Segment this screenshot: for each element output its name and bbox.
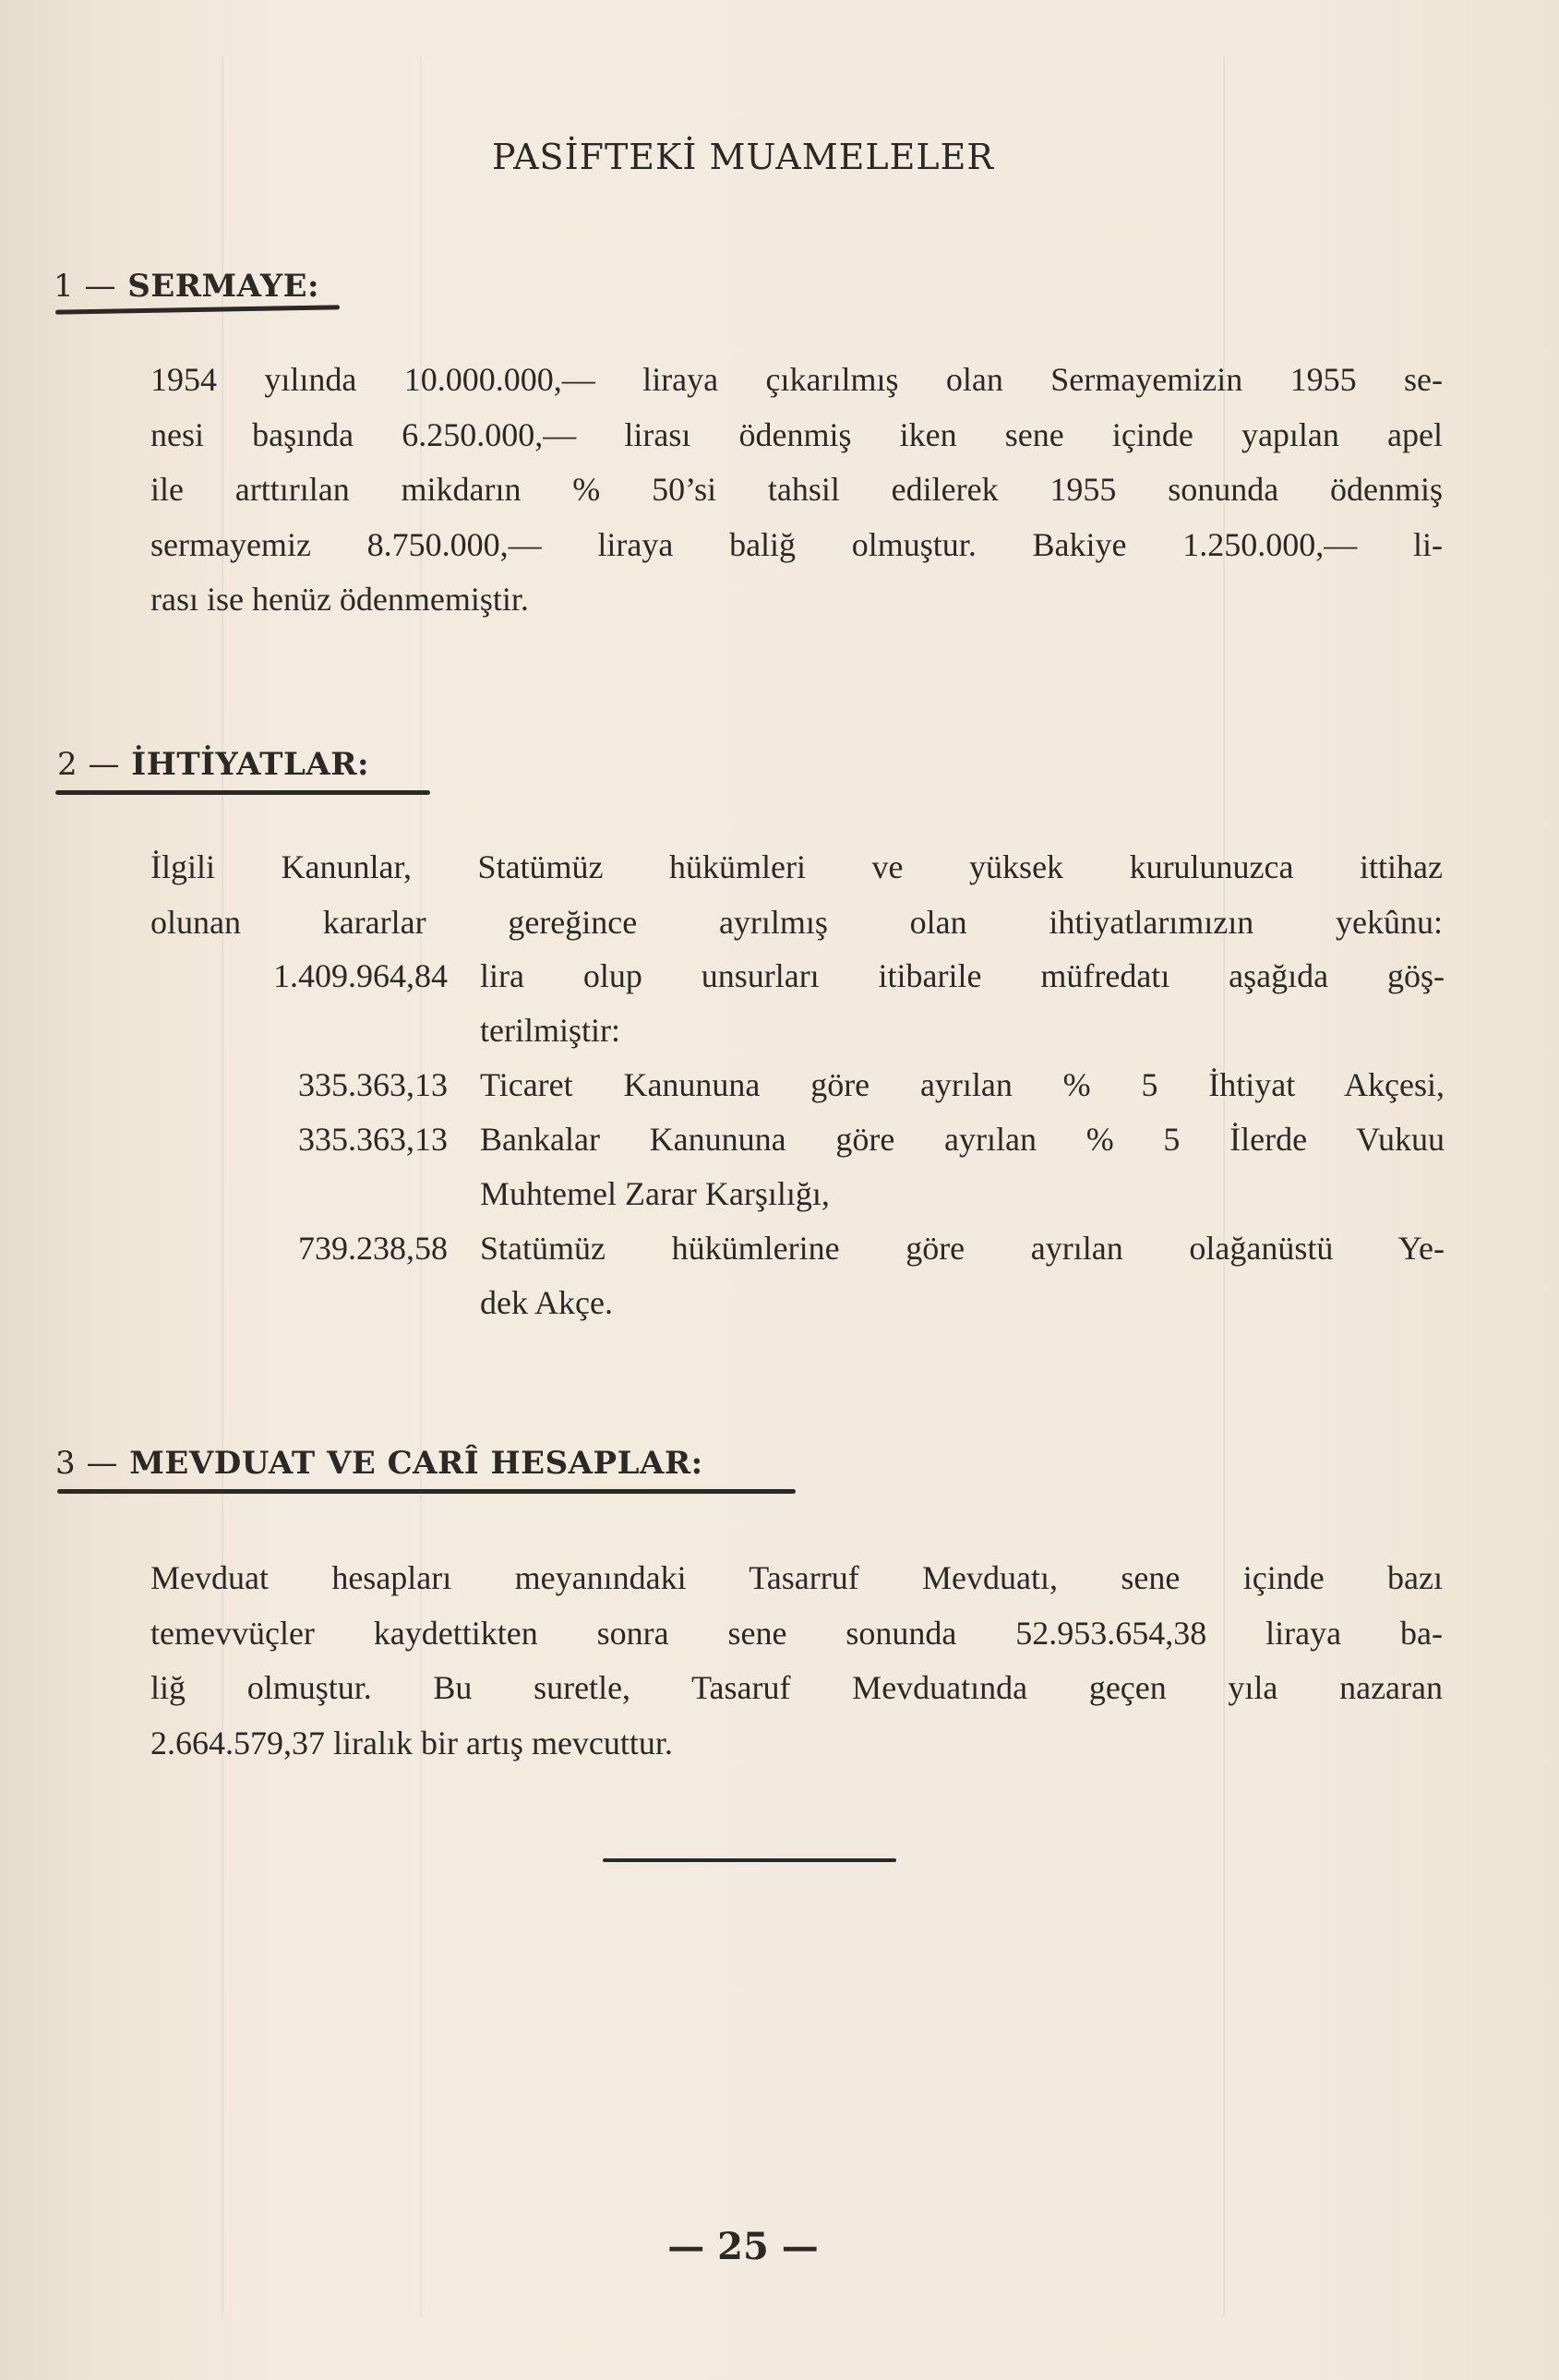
heading-underline bbox=[55, 305, 340, 314]
section-number: 1 — bbox=[54, 268, 116, 305]
page-number: — 25 — bbox=[667, 2225, 819, 2268]
section-title: MEVDUAT VE CARÎ HESAPLAR: bbox=[129, 1445, 703, 1482]
reserve-item-description: Bankalar Kanununa göre ayrılan % 5 İlerde Vukuu bbox=[480, 1121, 1445, 1158]
paragraph-line: liğ olmuştur. Bu suretle, Tasaruf Mevduatında geçen yıla nazaran bbox=[150, 1669, 1443, 1706]
paragraph-line: sermayemiz 8.750.000,— liraya baliğ olmuştur. Bakiye 1.250.000,— li- bbox=[150, 525, 1443, 563]
paragraph-sermaye bbox=[150, 353, 1443, 628]
reserve-item-description: Muhtemel Zarar Karşılığı, bbox=[480, 1175, 830, 1212]
reserve-item-amount: 335.363,13 bbox=[298, 1066, 448, 1103]
paragraph-line: Mevduat hesapları meyanındaki Tasarruf Mevduatı, sene içinde bazı bbox=[150, 1559, 1443, 1596]
paragraph-mevduat bbox=[150, 1551, 1443, 1771]
reserves-total-text: lira olup unsurları itibarile müfredatı aşağıda göş- bbox=[480, 957, 1445, 994]
section-heading-sermaye bbox=[54, 268, 319, 305]
paragraph-line: ile arttırılan mikdarın % 50’si tahsil edilerek 1955 sonunda ödenmiş bbox=[150, 471, 1443, 508]
paragraph-line: temevvüçler kaydettikten sonra sene sonunda 52.953.654,38 liraya ba- bbox=[150, 1614, 1443, 1652]
section-number: 3 — bbox=[55, 1445, 118, 1482]
reserve-item-amount: 335.363,13 bbox=[298, 1121, 448, 1158]
paragraph-ihtiyatlar-intro bbox=[150, 840, 1443, 950]
page-title: PASİFTEKİ MUAMELELER bbox=[492, 137, 994, 177]
section-title: İHTİYATLAR: bbox=[131, 746, 370, 783]
section-heading-mevduat bbox=[55, 1445, 703, 1482]
paragraph-line: rası ise henüz ödenmemiştir. bbox=[150, 581, 529, 618]
section-number: 2 — bbox=[57, 746, 120, 783]
closing-rule bbox=[603, 1858, 896, 1862]
reserve-item-amount: 739.238,58 bbox=[298, 1230, 448, 1267]
heading-underline bbox=[55, 790, 430, 795]
paragraph-line: 1954 yılında 10.000.000,— liraya çıkarılmış olan Sermayemizin 1955 se- bbox=[150, 361, 1443, 398]
paragraph-line: olunan kararlar gereğince ayrılmış olan ihtiyatlarımızın yekûnu: bbox=[150, 903, 1443, 941]
section-heading-ihtiyatlar bbox=[57, 746, 369, 783]
heading-underline bbox=[57, 1489, 796, 1494]
reserves-total-text: terilmiştir: bbox=[480, 1012, 620, 1049]
reserve-item-description: Statümüz hükümlerine göre ayrılan olağanüstü Ye- bbox=[480, 1230, 1445, 1267]
paragraph-line: 2.664.579,37 liralık bir artış mevcuttur. bbox=[150, 1724, 673, 1761]
reserve-item-description: Ticaret Kanununa göre ayrılan % 5 İhtiyat Akçesi, bbox=[480, 1066, 1445, 1103]
reserve-item-description: dek Akçe. bbox=[480, 1284, 613, 1321]
section-title: SERMAYE: bbox=[127, 268, 320, 305]
reserves-total-amount: 1.409.964,84 bbox=[273, 957, 448, 994]
paragraph-line: İlgili Kanunlar, Statümüz hükümleri ve yüksek kurulunuzca ittihaz bbox=[150, 848, 1443, 885]
paragraph-line: nesi başında 6.250.000,— lirası ödenmiş iken sene içinde yapılan apel bbox=[150, 415, 1443, 453]
